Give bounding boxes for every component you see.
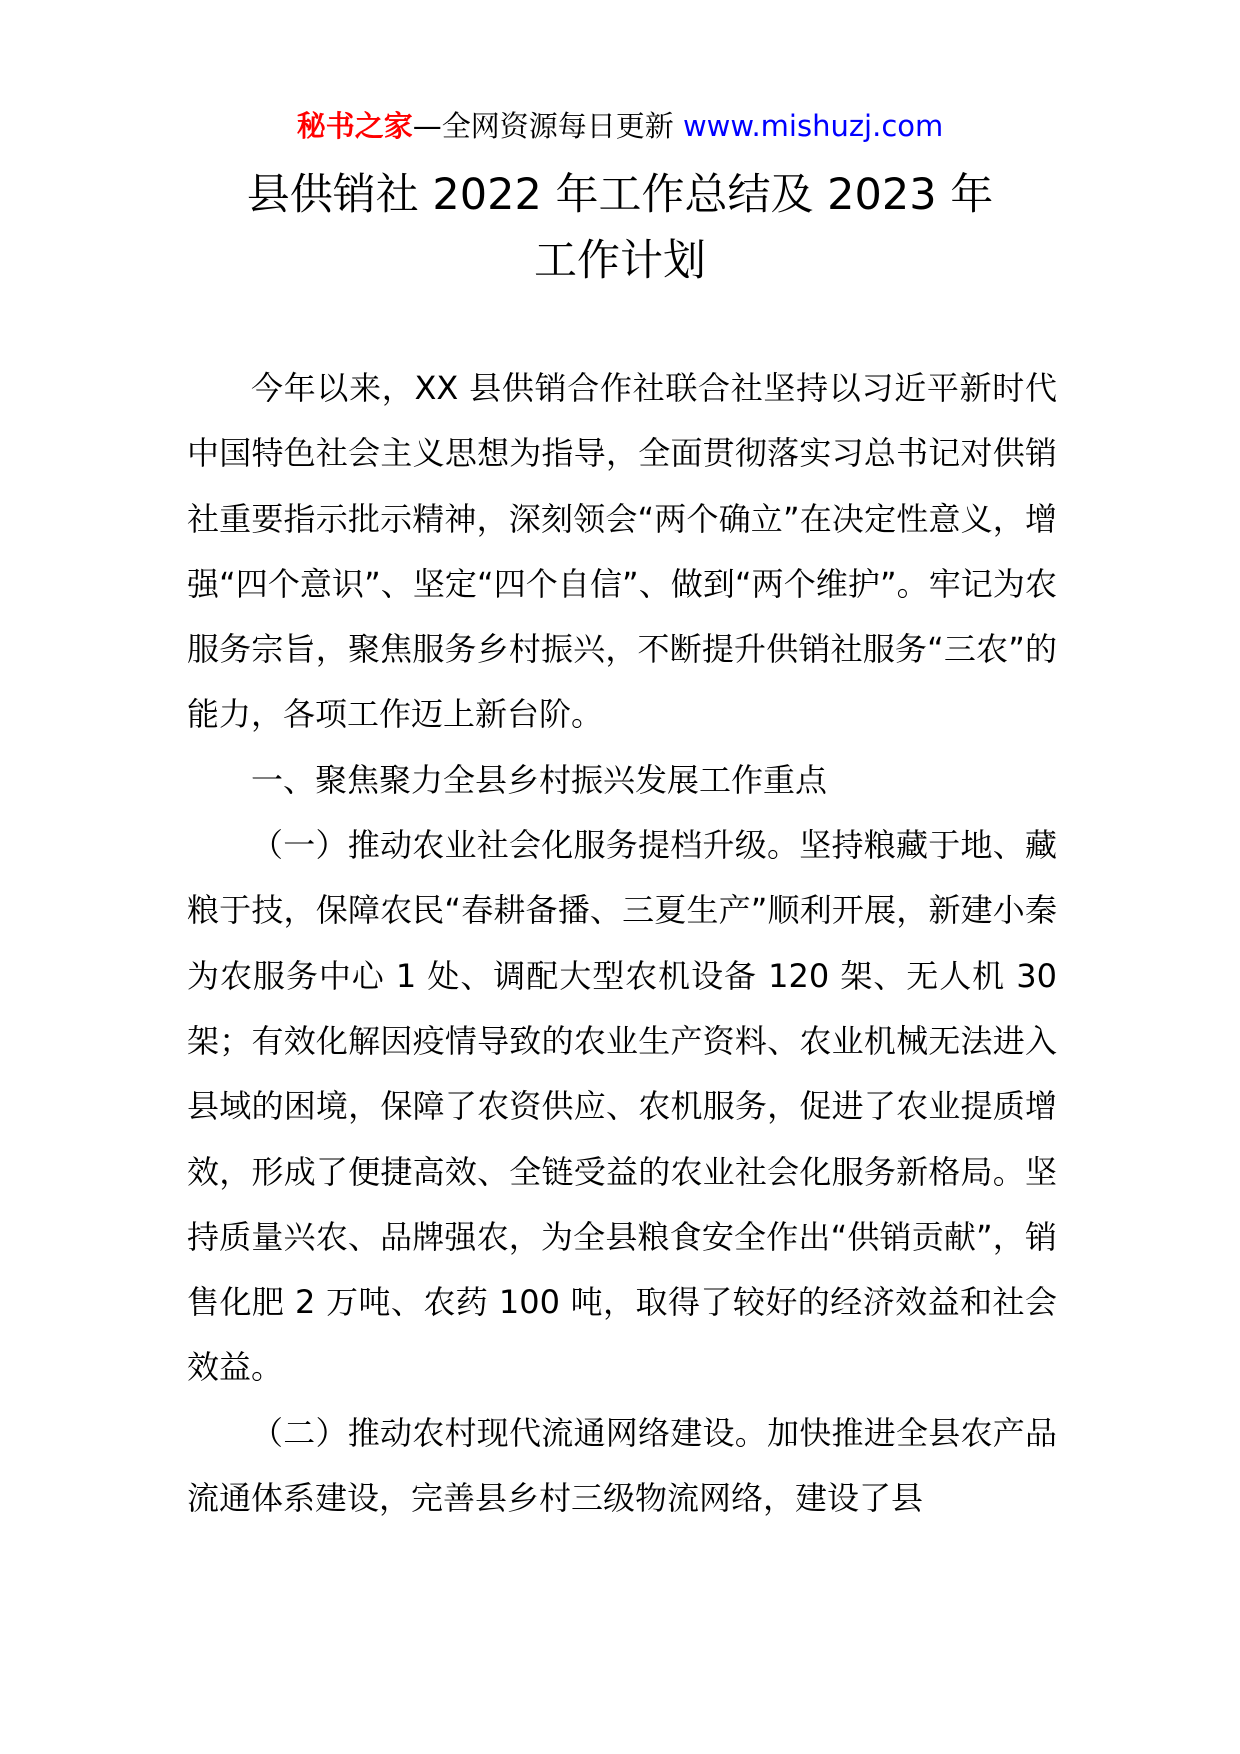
paragraph-section-1-1: （一）推动农业社会化服务提档升级。坚持粮藏于地、藏粮于技，保障农民“春耕备播、三夏生产”顺利开展，新建小秦为农服务中心 1 处、调配大型农机设备 120 架、无人机 30 架；有效化解因疫情导致的农业生产资料、农业机械无法进入县域的困境，保障了农资供应、农机服务，促进了农业提质增效，形成了便捷高效、全链受益的农业社会化服务新格局。坚持质量兴农、品牌强农，为全县粮食安全作出“供销贡献”，销售化肥 2 万吨、农药 100 吨，取得了较好的经济效益和社会效益。 bbox=[187, 826, 1057, 1387]
banner-slogan: —全网资源每日更新 bbox=[412, 109, 674, 143]
document-title bbox=[0, 162, 1240, 294]
section-heading-1: 一、聚焦聚力全县乡村振兴发展工作重点 bbox=[251, 760, 828, 799]
document-body bbox=[187, 356, 1057, 1531]
title-line-2: 工作计划 bbox=[534, 236, 706, 286]
title-line-1: 县供销社 2022 年工作总结及 2023 年 bbox=[246, 170, 994, 220]
header-banner bbox=[0, 104, 1240, 148]
website-link[interactable]: www.mishuzj.com bbox=[682, 109, 944, 143]
paragraph-section-1-2: （二）推动农村现代流通网络建设。加快推进全县农产品流通体系建设，完善县乡村三级物流网络，建设了县 bbox=[187, 1413, 1057, 1518]
brand-name: 秘书之家 bbox=[296, 109, 413, 143]
paragraph-intro: 今年以来，XX 县供销合作社联合社坚持以习近平新时代中国特色社会主义思想为指导，全面贯彻落实习总书记对供销社重要指示批示精神，深刻领会“两个确立”在决定性意义，增强“四个意识”、坚定“四个自信”、做到“两个维护”。牢记为农服务宗旨，聚焦服务乡村振兴，不断提升供销社服务“三农”的能力，各项工作迈上新台阶。 bbox=[187, 369, 1057, 734]
